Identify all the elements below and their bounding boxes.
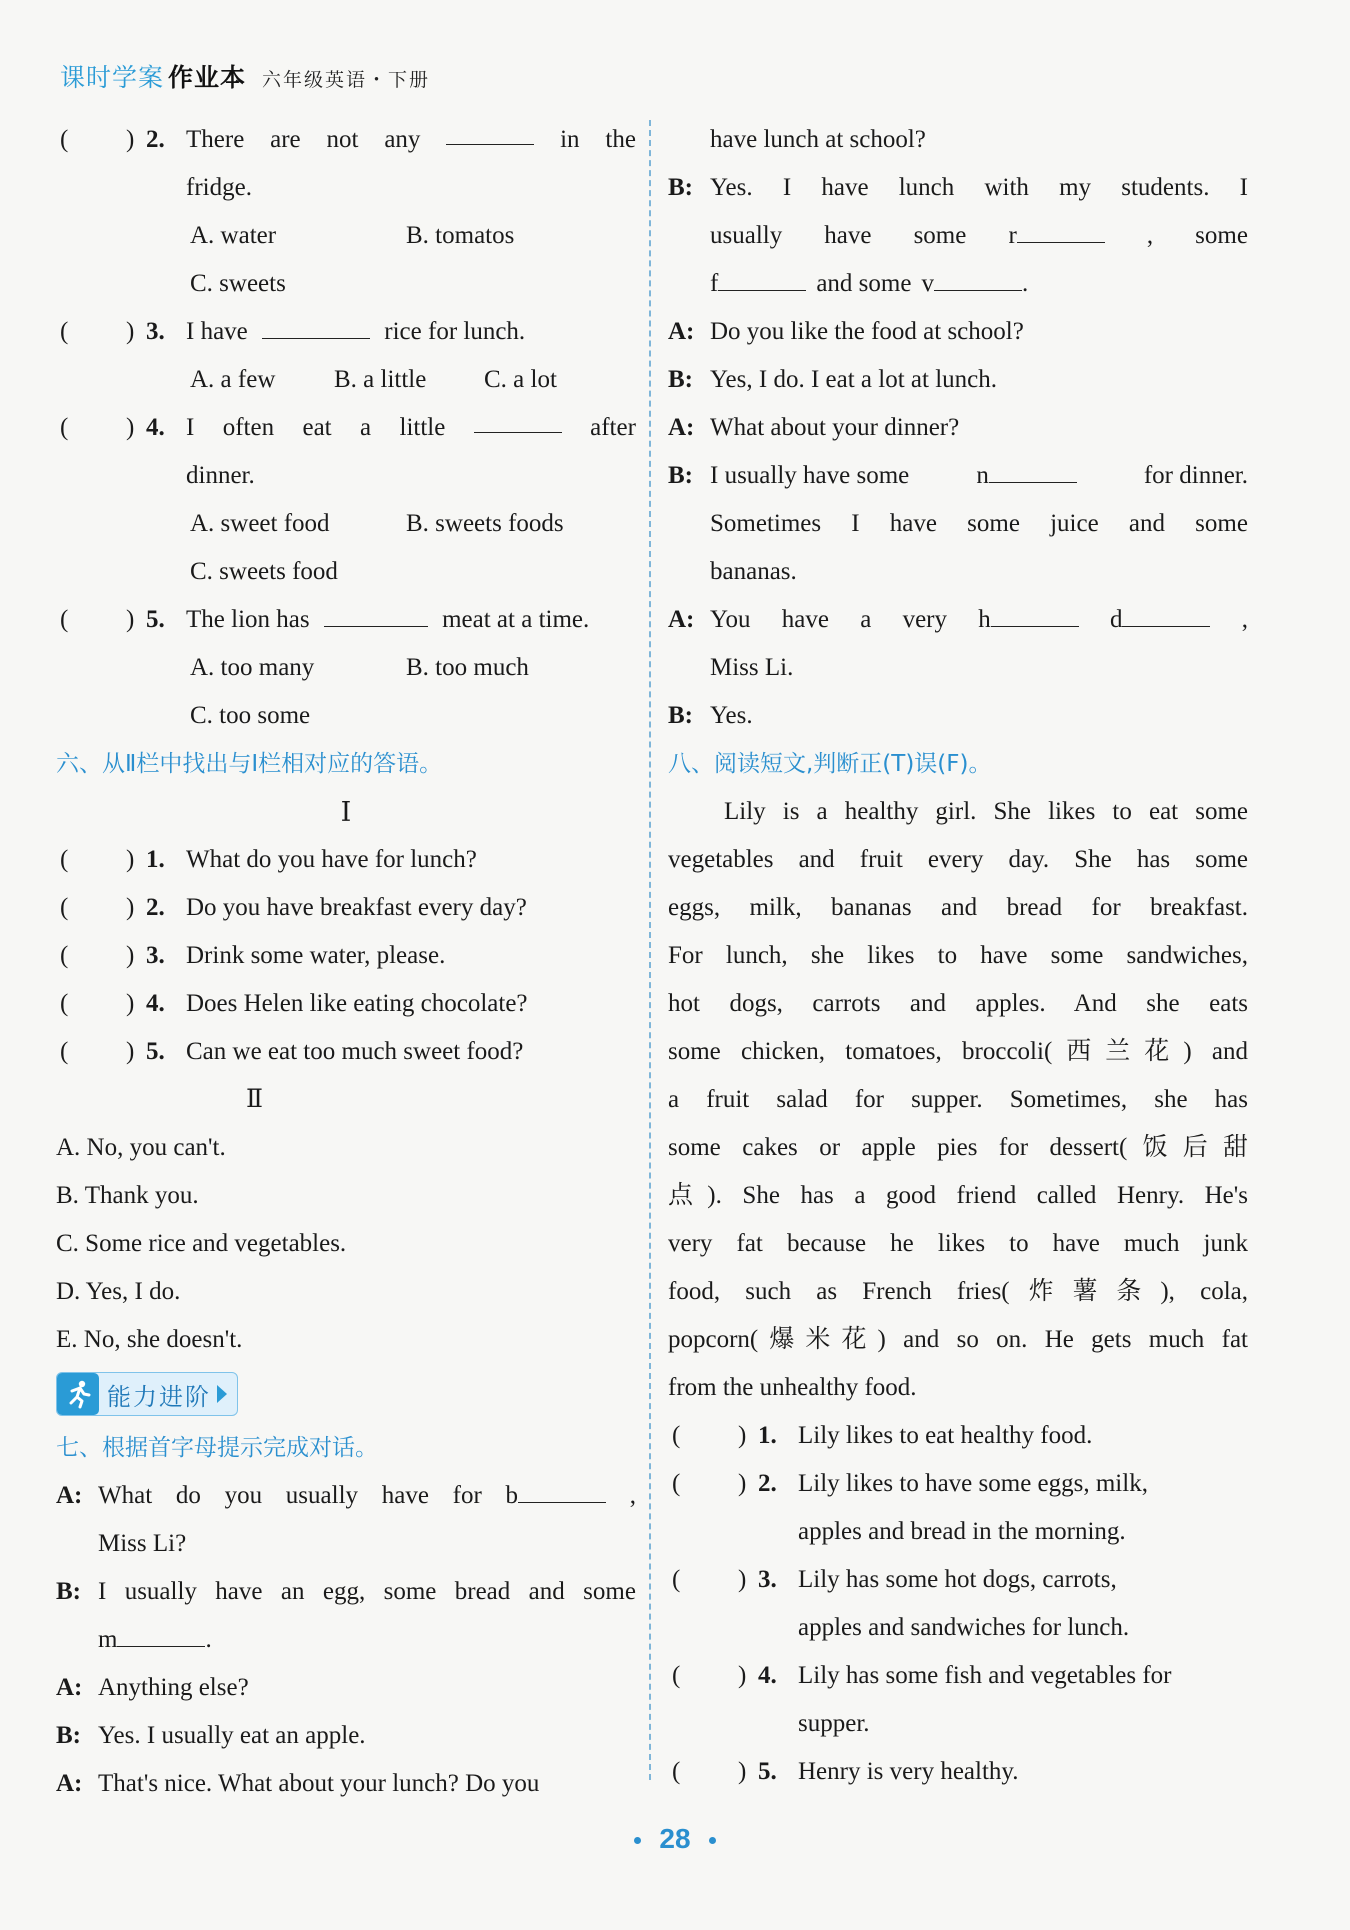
- dialogue-continuation: usually have some r , some: [668, 212, 1248, 260]
- speaker-label: A:: [56, 1482, 83, 1509]
- answer-blank[interactable]: [474, 404, 562, 433]
- option-c: C. too some: [190, 702, 311, 729]
- question-number: 3.: [146, 942, 165, 969]
- answer-blank[interactable]: [1017, 214, 1105, 243]
- answer-blank[interactable]: [718, 262, 806, 291]
- speaker-label: B:: [56, 1722, 81, 1749]
- options-row: [56, 356, 636, 404]
- option-b: B. sweets foods: [406, 510, 564, 537]
- answer-option-a: A. No, you can't.: [56, 1134, 226, 1161]
- dialogue-continuation: Miss Li?: [98, 1530, 187, 1557]
- match-item-5: ( ) 5. Can we eat too much sweet food?: [56, 1028, 636, 1076]
- answer-option-b: B. Thank you.: [56, 1182, 199, 1209]
- page-header: [60, 58, 430, 98]
- badge-box: [56, 1372, 238, 1416]
- dialogue-continuation: m .: [56, 1616, 636, 1664]
- answer-blank[interactable]: [446, 116, 534, 145]
- speaker-label: B:: [56, 1578, 81, 1605]
- question-text: There are not any in the: [186, 116, 636, 164]
- options-row: [56, 500, 636, 548]
- answer-blank[interactable]: [991, 598, 1079, 627]
- passage-line: a fruit salad for supper. Sometimes, she has: [668, 1086, 1248, 1113]
- arrow-right-icon: [217, 1385, 227, 1403]
- question-text: Henry is very healthy.: [798, 1758, 1019, 1785]
- option-a: A. water: [190, 222, 277, 249]
- question-text: I often eat a little after: [186, 404, 636, 452]
- option-b: B. a little: [334, 366, 427, 393]
- option-b: B. too much: [406, 654, 529, 681]
- passage-line: from the unhealthy food.: [668, 1374, 917, 1401]
- options-row: [56, 548, 636, 596]
- answer-paren-close: ): [126, 606, 135, 633]
- question-continuation: supper.: [798, 1710, 870, 1737]
- match-item-4: ( ) 4. Does Helen like eating chocolate?: [56, 980, 636, 1028]
- left-column: [56, 116, 636, 1808]
- dialogue-continuation: f and some v .: [668, 260, 1248, 308]
- tf-item-4: ( ) 4. Lily has some fish and vegetables for: [668, 1652, 1248, 1700]
- dialogue-continuation: Miss Li.: [710, 654, 794, 681]
- option-a: A. too many: [190, 654, 315, 681]
- tf-item-2: ( ) 2. Lily likes to have some eggs, milk,: [668, 1460, 1248, 1508]
- answer-paren-close: ): [126, 126, 135, 153]
- question-text: Lily likes to have some eggs, milk,: [798, 1470, 1148, 1497]
- question-continuation: fridge.: [186, 174, 252, 201]
- answer-paren-open: (: [60, 126, 69, 153]
- speaker-label: A:: [668, 414, 695, 441]
- reading-passage: [668, 788, 1248, 1412]
- answer-blank[interactable]: [989, 454, 1077, 483]
- section-8-title: 八、阅读短文,判断正(T)误(F)。: [668, 751, 992, 777]
- dot-icon: [634, 1837, 641, 1844]
- dialogue-line: A: What about your dinner?: [668, 404, 1248, 452]
- answer-blank[interactable]: [324, 598, 428, 627]
- options-row: [56, 692, 636, 740]
- answer-option-d: D. Yes, I do.: [56, 1278, 181, 1305]
- speaker-label: B:: [668, 366, 693, 393]
- speaker-label: A:: [668, 318, 695, 345]
- dialogue-line: A: Anything else?: [56, 1664, 636, 1712]
- passage-line: food, such as French fries(炸薯条), cola,: [668, 1278, 1248, 1305]
- match-item-1: ( ) 1. What do you have for lunch?: [56, 836, 636, 884]
- answer-paren-close: ): [126, 318, 135, 345]
- question-continuation: apples and sandwiches for lunch.: [798, 1614, 1130, 1641]
- passage-line: some chicken, tomatoes, broccoli(西兰花) and: [668, 1038, 1248, 1065]
- dialogue-line: A: You have a very h d ,: [668, 596, 1248, 644]
- question-number: 4.: [146, 414, 165, 441]
- question-number: 3.: [146, 318, 165, 345]
- dialogue-line: B: I usually have an egg, some bread and some: [56, 1568, 636, 1616]
- answer-blank[interactable]: [117, 1618, 205, 1647]
- book-subtitle: 六年级英语・下册: [262, 69, 431, 91]
- passage-line: eggs, milk, bananas and bread for breakfast.: [668, 894, 1248, 921]
- question-text: Lily has some hot dogs, carrots,: [798, 1566, 1117, 1593]
- running-person-icon: [57, 1373, 99, 1415]
- options-row: [56, 644, 636, 692]
- mc-question-5: [56, 596, 636, 644]
- option-b: B. tomatos: [406, 222, 515, 249]
- answer-blank[interactable]: [262, 310, 370, 339]
- question-text: Can we eat too much sweet food?: [186, 1038, 524, 1065]
- passage-line: For lunch, she likes to have some sandwiches,: [668, 942, 1248, 969]
- match-item-3: ( ) 3. Drink some water, please.: [56, 932, 636, 980]
- question-number: 5.: [146, 606, 165, 633]
- option-c: C. sweets: [190, 270, 286, 297]
- dialogue-continuation: Sometimes I have some juice and some: [710, 510, 1248, 537]
- speaker-label: A:: [56, 1770, 83, 1797]
- ability-badge: [56, 1368, 636, 1420]
- section-6-title: 六、从Ⅱ栏中找出与Ⅰ栏相对应的答语。: [56, 751, 443, 777]
- option-c: C. sweets food: [190, 558, 338, 585]
- speaker-label: A:: [56, 1674, 83, 1701]
- question-continuation: dinner.: [186, 462, 255, 489]
- dot-icon: [709, 1837, 716, 1844]
- question-text: Drink some water, please.: [186, 942, 446, 969]
- question-text: Lily has some fish and vegetables for: [798, 1662, 1172, 1689]
- right-column: [668, 116, 1248, 1796]
- answer-option-e: E. No, she doesn't.: [56, 1326, 243, 1353]
- section-7-title: 七、根据首字母提示完成对话。: [56, 1435, 378, 1461]
- question-text: The lion has meat at a time.: [186, 596, 636, 644]
- question-number: 1.: [758, 1422, 777, 1449]
- answer-blank[interactable]: [1122, 598, 1210, 627]
- match-item-2: ( ) 2. Do you have breakfast every day?: [56, 884, 636, 932]
- speaker-label: B:: [668, 462, 693, 489]
- brand-workbook: 作业本: [168, 63, 247, 92]
- dialogue-line: A: That's nice. What about your lunch? Do you: [56, 1760, 636, 1808]
- answer-paren-open: (: [60, 414, 69, 441]
- question-text: What do you have for lunch?: [186, 846, 477, 873]
- dialogue-line: A: What do you usually have for b ,: [56, 1472, 636, 1520]
- speaker-label: A:: [668, 606, 695, 633]
- passage-line: some cakes or apple pies for dessert(饭后甜: [668, 1134, 1248, 1161]
- column-2-heading: Ⅱ: [246, 1086, 263, 1113]
- passage-line: very fat because he likes to have much junk: [668, 1230, 1248, 1257]
- question-number: 5.: [758, 1758, 777, 1785]
- speaker-label: B:: [668, 702, 693, 729]
- answer-paren-open: (: [60, 606, 69, 633]
- option-a: A. sweet food: [190, 510, 330, 537]
- question-text: Do you have breakfast every day?: [186, 894, 527, 921]
- question-text: Lily likes to eat healthy food.: [798, 1422, 1093, 1449]
- options-row: [56, 212, 636, 260]
- column-divider: [649, 120, 651, 1780]
- column-1-heading: Ⅰ: [340, 797, 352, 827]
- passage-line: vegetables and fruit every day. She has some: [668, 846, 1248, 873]
- tf-item-5: ( ) 5. Henry is very healthy.: [668, 1748, 1248, 1796]
- answer-blank[interactable]: [518, 1474, 606, 1503]
- dialogue-line: B: Yes. I have lunch with my students. I: [668, 164, 1248, 212]
- answer-paren-close: ): [126, 414, 135, 441]
- passage-line: 点). She has a good friend called Henry. He's: [668, 1182, 1248, 1209]
- passage-line: hot dogs, carrots and apples. And she eats: [668, 990, 1248, 1017]
- question-number: 2.: [146, 126, 165, 153]
- mc-question-2: [56, 116, 636, 164]
- passage-line: Lily is a healthy girl. She likes to eat some: [724, 798, 1248, 825]
- speaker-label: B:: [668, 174, 693, 201]
- brand-name: 课时学案: [60, 63, 165, 92]
- question-continuation: apples and bread in the morning.: [798, 1518, 1126, 1545]
- badge-label: 能力进阶: [107, 1382, 211, 1411]
- question-number: 1.: [146, 846, 165, 873]
- question-number: 4.: [758, 1662, 777, 1689]
- page-number: 28: [0, 1823, 1350, 1855]
- question-number: 5.: [146, 1038, 165, 1065]
- dialogue-line: B: Yes, I do. I eat a lot at lunch.: [668, 356, 1248, 404]
- dialogue-continuation: have lunch at school?: [710, 126, 926, 153]
- answer-blank[interactable]: [934, 262, 1022, 291]
- question-number: 2.: [146, 894, 165, 921]
- tf-item-3: ( ) 3. Lily has some hot dogs, carrots,: [668, 1556, 1248, 1604]
- dialogue-line: B: Yes.: [668, 692, 1248, 740]
- dialogue-line: B: I usually have some n for dinner.: [668, 452, 1248, 500]
- question-text: I have rice for lunch.: [186, 308, 636, 356]
- dialogue-continuation: bananas.: [710, 558, 797, 585]
- option-c: C. a lot: [484, 366, 557, 393]
- option-a: A. a few: [190, 366, 276, 393]
- mc-question-4: [56, 404, 636, 452]
- dialogue-line: A: Do you like the food at school?: [668, 308, 1248, 356]
- question-number: 4.: [146, 990, 165, 1017]
- answer-option-c: C. Some rice and vegetables.: [56, 1230, 347, 1257]
- question-number: 2.: [758, 1470, 777, 1497]
- passage-line: popcorn(爆米花) and so on. He gets much fat: [668, 1326, 1248, 1353]
- answer-paren-open: (: [60, 318, 69, 345]
- dialogue-line: B: Yes. I usually eat an apple.: [56, 1712, 636, 1760]
- tf-item-1: ( ) 1. Lily likes to eat healthy food.: [668, 1412, 1248, 1460]
- question-number: 3.: [758, 1566, 777, 1593]
- mc-question-3: [56, 308, 636, 356]
- options-row: [56, 260, 636, 308]
- question-text: Does Helen like eating chocolate?: [186, 990, 528, 1017]
